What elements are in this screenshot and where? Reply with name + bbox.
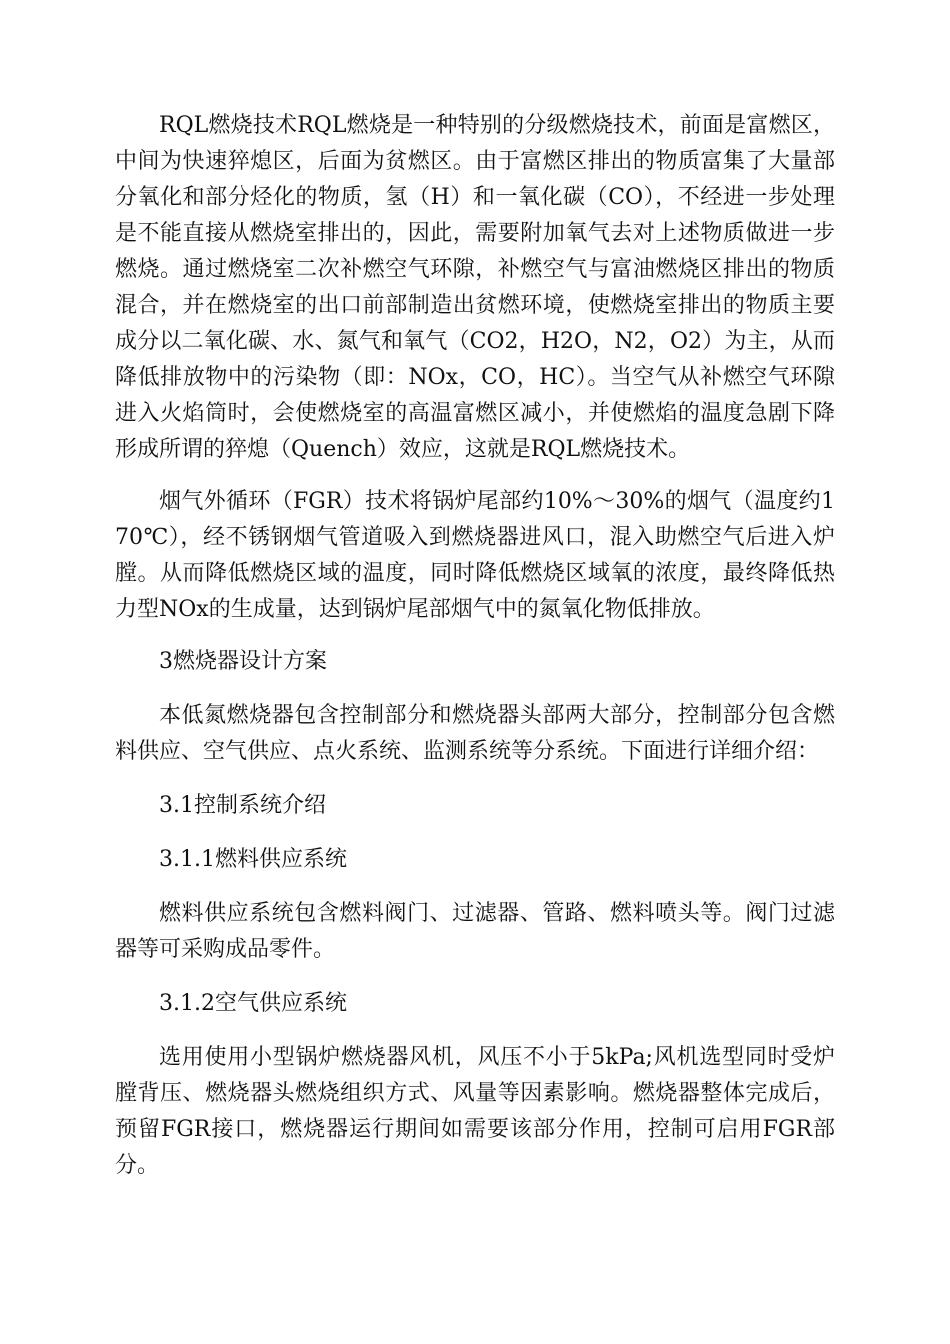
paragraph-burner-overview: 本低氮燃烧器包含控制部分和燃烧器头部两大部分，控制部分包含燃料供应、空气供应、点火系统、监测系统等分系统。下面进行详细介绍： [115, 703, 835, 764]
document-page [115, 108, 835, 1202]
paragraph-air-supply: 选用使用小型锅炉燃烧器风机，风压不小于5kPa;风机选型同时受炉膛背压、燃烧器头燃烧组织方式、风量等因素影响。燃烧器整体完成后，预留FGR接口，燃烧器运行期间如需要该部分作用，控制可启用FGR部分。 [115, 1045, 835, 1178]
section-heading-3: 3燃烧器设计方案 [159, 649, 327, 674]
section-heading-3-1-1: 3.1.1燃料供应系统 [159, 847, 347, 872]
section-heading-3-1-2: 3.1.2空气供应系统 [159, 991, 347, 1016]
paragraph-rql-combustion: RQL燃烧技术RQL燃烧是一种特别的分级燃烧技术，前面是富燃区，中间为快速猝熄区，后面为贫燃区。由于富燃区排出的物质富集了大量部分氧化和部分烃化的物质，氢（H）和一氧化碳（CO），不经进一步处理是不能直接从燃烧室排出的，因此，需要附加氧气去对上述物质做进一步燃烧。通过燃烧室二次补燃空气环隙，补燃空气与富油燃烧区排出的物质混合，并在燃烧室的出口前部制造出贫燃环境，使燃烧室排出的物质主要成分以二氧化碳、水、氮气和氧气（CO2，H2O，N2，O2）为主，从而降低排放物中的污染物（即：NOx，CO，HC）。当空气从补燃空气环隙进入火焰筒时，会使燃烧室的高温富燃区减小，并使燃焰的温度急剧下降形成所谓的猝熄（Quench）效应，这就是RQL燃烧技术。 [115, 113, 836, 462]
section-heading-3-1: 3.1控制系统介绍 [159, 793, 326, 818]
paragraph-fgr-technology: 烟气外循环（FGR）技术将锅炉尾部约10%～30%的烟气（温度约170℃），经不锈钢烟气管道吸入到燃烧器进风口，混入助燃空气后进入炉膛。从而降低燃烧区域的温度，同时降低燃烧区域氧的浓度，最终降低热力型NOx的生成量，达到锅炉尾部烟气中的氮氧化物低排放。 [115, 489, 835, 622]
paragraph-fuel-supply: 燃料供应系统包含燃料阀门、过滤器、管路、燃料喷头等。阀门过滤器等可采购成品零件。 [115, 901, 835, 962]
